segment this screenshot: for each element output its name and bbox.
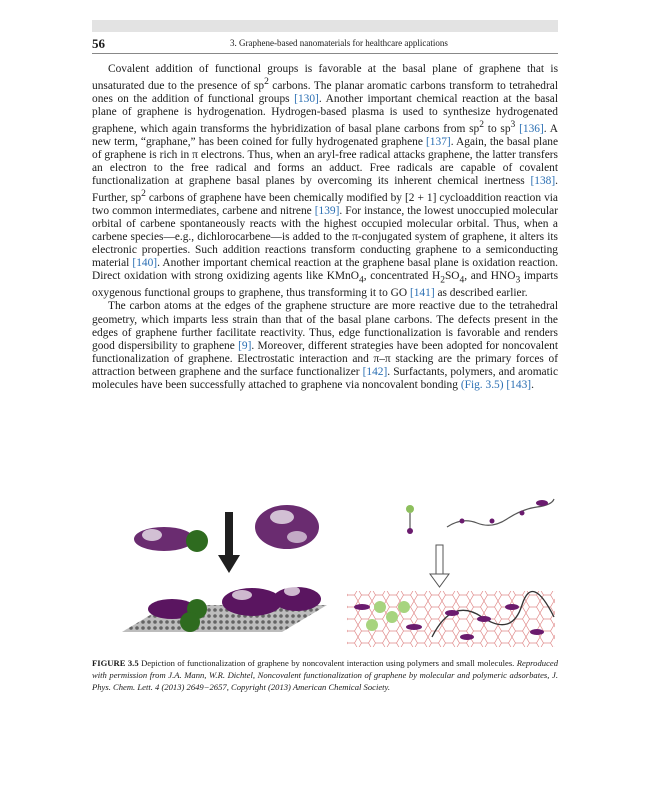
superscript: 2 (479, 119, 484, 130)
graphene-sheet-right (347, 591, 555, 647)
body-text (92, 63, 558, 392)
citation-link[interactable]: [139] (314, 204, 340, 217)
text-run: , and HNO (464, 270, 516, 283)
text-run: . Further, sp (92, 174, 558, 204)
down-arrow-icon (218, 512, 240, 573)
polymer-chain (447, 499, 554, 527)
caption-label: FIGURE 3.5 (92, 658, 139, 668)
citation-link[interactable]: [9] (238, 339, 252, 352)
text-run: to sp (484, 122, 511, 135)
citation-link[interactable]: [141] (409, 287, 435, 300)
text-run: carbons. The planar aromatic carbons transform to tetrahedral ones on the addition of functional groups (92, 79, 558, 105)
green-sphere (186, 530, 208, 552)
text-run: . For instance, the lowest unoccupied molecular orbital of carbene spontaneously reacts with the highest occupied molecular orbital. Thus, when a carbene species—e.g., dichlorocarbene—is added to the π-conjugated system of graphene, it alters its electronic properties. Such addition reactions transform conducting graphene to a semiconducting material (92, 204, 558, 270)
text-run: . Again, the basal plane of graphene is rich in π electrons. Thus, when an aryl-free radical attacks graphene, the latter transfers an electron to the free radical and forms an adduct. Free radicals are capable of covalent functionalization at graphene basal planes by overcoming its inherent chemical inertness (92, 135, 559, 187)
subscript: 4 (358, 275, 364, 286)
text-run: . Surfactants, polymers, and aromatic molecules have been successfully attached to graphene via noncovalent bonding (92, 365, 558, 391)
figure-caption (92, 657, 558, 693)
subscript: 4 (459, 275, 465, 286)
header-rule (92, 53, 558, 54)
citation-link[interactable]: [142] (362, 365, 388, 378)
text-run: carbons of graphene have been chemically modified by [2 + 1] cycloaddition reaction via two common intermediates, carbene and nitrene (92, 191, 558, 217)
superscript: 2 (264, 77, 269, 88)
caption-credit: Reproduced with permission from J.A. Mann, W.R. Dichtel, Noncovalent functionalization of graphene by molecular and polymeric adsorbates, J. Phys. Chem. Lett. 4 (2013) 2649−2657, Copyright (2013) American Chemical Society. (92, 658, 558, 692)
text-run: Covalent addition of functional groups is favorable at the basal plane of graphene that is unsaturated due to the presence of sp (92, 63, 558, 92)
citation-link[interactable]: [140] (132, 257, 158, 270)
running-title: 3. Graphene-based nanomaterials for healthcare applications (230, 38, 448, 48)
figure-3-5 (92, 487, 558, 647)
caption-text: Depiction of functionalization of graphene by noncovalent interaction using polymers and small molecules. (141, 658, 515, 668)
page-number: 56 (92, 36, 105, 51)
text-run: . A new term, “graphane,” has been coined for fully hydrogenated graphene (92, 122, 558, 148)
text-run: The carbon atoms at the edges of the graphene structure are more reactive due to the tetrahedral geometry, which imparts less strain than that of the basal plane carbons. The defects present in the edges of graphene further facilitate reactivity. Thus, edge functionalization is favorable and renders good dispersibility to graphene (92, 300, 558, 352)
superscript: 3 (510, 119, 516, 130)
text-run: SO (444, 270, 460, 283)
text-run: imparts oxygenous functional groups to graphene, thus transforming it to GO (92, 270, 559, 300)
citation-link[interactable]: [138] (530, 174, 556, 187)
subscript: 3 (515, 275, 521, 286)
text-run: . Another important chemical reaction at the basal plane of graphene is hydrogenation. Hydrogen-based plasma is used to synthesize hydrogenated graphene, which again transforms the hybridization of basal plane carbons from sp (92, 92, 558, 135)
paragraph-2 (92, 300, 558, 391)
hollow-down-arrow-icon (430, 545, 449, 587)
citation-link[interactable]: [137] (426, 135, 451, 148)
text-run: . (531, 378, 534, 391)
text-run: as described earlier. (434, 287, 528, 300)
text-run: . Moreover, different strategies have been adopted for noncovalent functionalization of graphene. Electrostatic interaction and π–π stacking are the primary forces of attraction between graphene and the surface functionalizer (92, 339, 559, 378)
citation-link[interactable]: [143] (506, 378, 532, 391)
citation-link[interactable]: [136] (519, 122, 544, 135)
figure-link[interactable]: (Fig. 3.5) (460, 378, 504, 391)
molecule-ball-stick-icon (406, 505, 414, 534)
citation-link[interactable]: [130] (294, 92, 319, 105)
superscript: 2 (141, 189, 146, 200)
subscript: 2 (440, 275, 445, 286)
header-bar (92, 20, 558, 32)
text-run: . Another important chemical reaction at the graphene basal plane is oxidation reaction. Direct oxidation with strong oxidizing agents like KMnO (92, 257, 558, 283)
graphene-sheet-left (122, 586, 327, 632)
paragraph-1 (92, 63, 558, 300)
figure-illustration (92, 487, 558, 647)
text-run: , concentrated H (363, 270, 441, 283)
